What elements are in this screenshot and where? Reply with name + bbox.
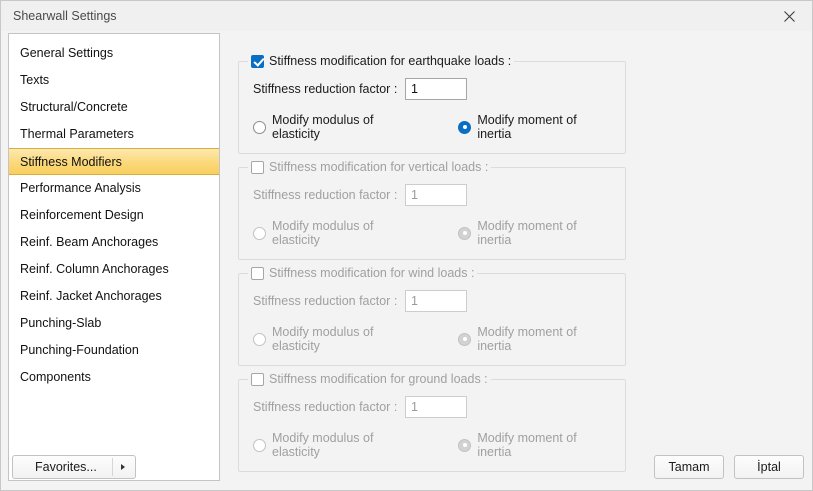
earthquake-factor-input[interactable] xyxy=(405,78,467,100)
cancel-button[interactable]: İptal xyxy=(734,455,804,479)
sidebar-item-general-settings[interactable]: General Settings xyxy=(20,46,114,60)
radio-wind-elasticity-mark xyxy=(253,333,266,346)
vertical-factor-row xyxy=(253,184,611,206)
radio-vertical-elasticity-mark xyxy=(253,227,266,240)
radio-earthquake-inertia-label: Modify moment of inertia xyxy=(477,113,577,141)
group-vertical-loads xyxy=(238,160,626,260)
window-title: Shearwall Settings xyxy=(13,9,117,23)
radio-vertical-inertia-label: Modify moment of inertia xyxy=(477,219,577,247)
radio-wind-inertia-label: Modify moment of inertia xyxy=(477,325,577,353)
sidebar-item-stiffness-modifiers[interactable]: Stiffness Modifiers xyxy=(9,148,219,175)
sidebar-item-performance-analysis[interactable]: Performance Analysis xyxy=(20,181,141,195)
sidebar-item-thermal-parameters[interactable]: Thermal Parameters xyxy=(20,127,134,141)
chevron-right-icon xyxy=(121,464,125,470)
title-bar xyxy=(1,1,812,31)
ground-factor-label: Stiffness reduction factor : xyxy=(253,400,398,414)
radio-wind-elasticity xyxy=(253,325,421,353)
ok-button[interactable]: Tamam xyxy=(654,455,724,479)
radio-earthquake-elasticity-mark xyxy=(253,121,266,134)
checkbox-earthquake-loads[interactable] xyxy=(251,55,264,68)
dialog-footer xyxy=(1,449,813,490)
sidebar-item-punching-foundation[interactable]: Punching-Foundation xyxy=(20,343,139,357)
sidebar-item-texts[interactable]: Texts xyxy=(20,73,50,87)
sidebar-item-reinforcement-design[interactable]: Reinforcement Design xyxy=(20,208,144,222)
group-wind-loads xyxy=(238,266,626,366)
checkbox-vertical-loads[interactable] xyxy=(251,161,264,174)
sidebar-item-reinf-column-anchorages[interactable]: Reinf. Column Anchorages xyxy=(20,262,169,276)
checkbox-ground-loads[interactable] xyxy=(251,373,264,386)
radio-earthquake-inertia-mark xyxy=(458,121,471,134)
vertical-factor-input xyxy=(405,184,467,206)
group-earthquake-loads xyxy=(238,54,626,154)
group-wind-label: Stiffness modification for wind loads : xyxy=(269,266,475,280)
radio-vertical-inertia-mark xyxy=(458,227,471,240)
radio-ground-inertia-label: Modify moment of inertia xyxy=(477,431,577,459)
group-wind-header[interactable] xyxy=(248,266,477,280)
earthquake-factor-label: Stiffness reduction factor : xyxy=(253,82,398,96)
vertical-radio-row xyxy=(253,219,611,247)
settings-category-list[interactable] xyxy=(8,33,220,481)
sidebar-item-reinf-beam-anchorages[interactable]: Reinf. Beam Anchorages xyxy=(20,235,159,249)
group-vertical-label: Stiffness modification for vertical loads : xyxy=(269,160,489,174)
radio-ground-elasticity-label: Modify modulus of elasticity xyxy=(272,431,374,459)
radio-wind-inertia xyxy=(458,325,611,353)
group-vertical-header[interactable] xyxy=(248,160,491,174)
radio-earthquake-elasticity-label: Modify modulus of elasticity xyxy=(272,113,374,141)
wind-factor-input xyxy=(405,290,467,312)
sidebar-item-structural-concrete[interactable]: Structural/Concrete xyxy=(20,100,128,114)
sidebar-item-reinf-jacket-anchorages[interactable]: Reinf. Jacket Anchorages xyxy=(20,289,162,303)
earthquake-radio-row xyxy=(253,113,611,141)
close-glyph xyxy=(784,11,795,22)
close-icon[interactable] xyxy=(766,1,812,31)
earthquake-factor-row xyxy=(253,78,611,100)
ground-factor-input xyxy=(405,396,467,418)
radio-vertical-elasticity xyxy=(253,219,421,247)
group-earthquake-header[interactable] xyxy=(248,54,514,68)
sidebar-item-punching-slab[interactable]: Punching-Slab xyxy=(20,316,102,330)
sidebar-item-components[interactable]: Components xyxy=(20,370,91,384)
radio-earthquake-inertia[interactable] xyxy=(458,113,611,141)
ground-factor-row xyxy=(253,396,611,418)
radio-vertical-inertia xyxy=(458,219,611,247)
radio-vertical-elasticity-label: Modify modulus of elasticity xyxy=(272,219,374,247)
group-ground-label: Stiffness modification for ground loads : xyxy=(269,372,488,386)
wind-factor-row xyxy=(253,290,611,312)
radio-wind-elasticity-label: Modify modulus of elasticity xyxy=(272,325,374,353)
radio-wind-inertia-mark xyxy=(458,333,471,346)
favorites-button-label: Favorites... xyxy=(35,460,97,474)
vertical-factor-label: Stiffness reduction factor : xyxy=(253,188,398,202)
checkbox-wind-loads[interactable] xyxy=(251,267,264,280)
group-ground-header[interactable] xyxy=(248,372,491,386)
favorites-separator xyxy=(112,458,113,476)
favorites-button[interactable] xyxy=(12,455,136,479)
radio-earthquake-elasticity[interactable] xyxy=(253,113,421,141)
dialog-body xyxy=(1,31,812,490)
stiffness-modifiers-panel xyxy=(238,54,626,485)
wind-radio-row xyxy=(253,325,611,353)
wind-factor-label: Stiffness reduction factor : xyxy=(253,294,398,308)
group-earthquake-label: Stiffness modification for earthquake loads : xyxy=(269,54,512,68)
